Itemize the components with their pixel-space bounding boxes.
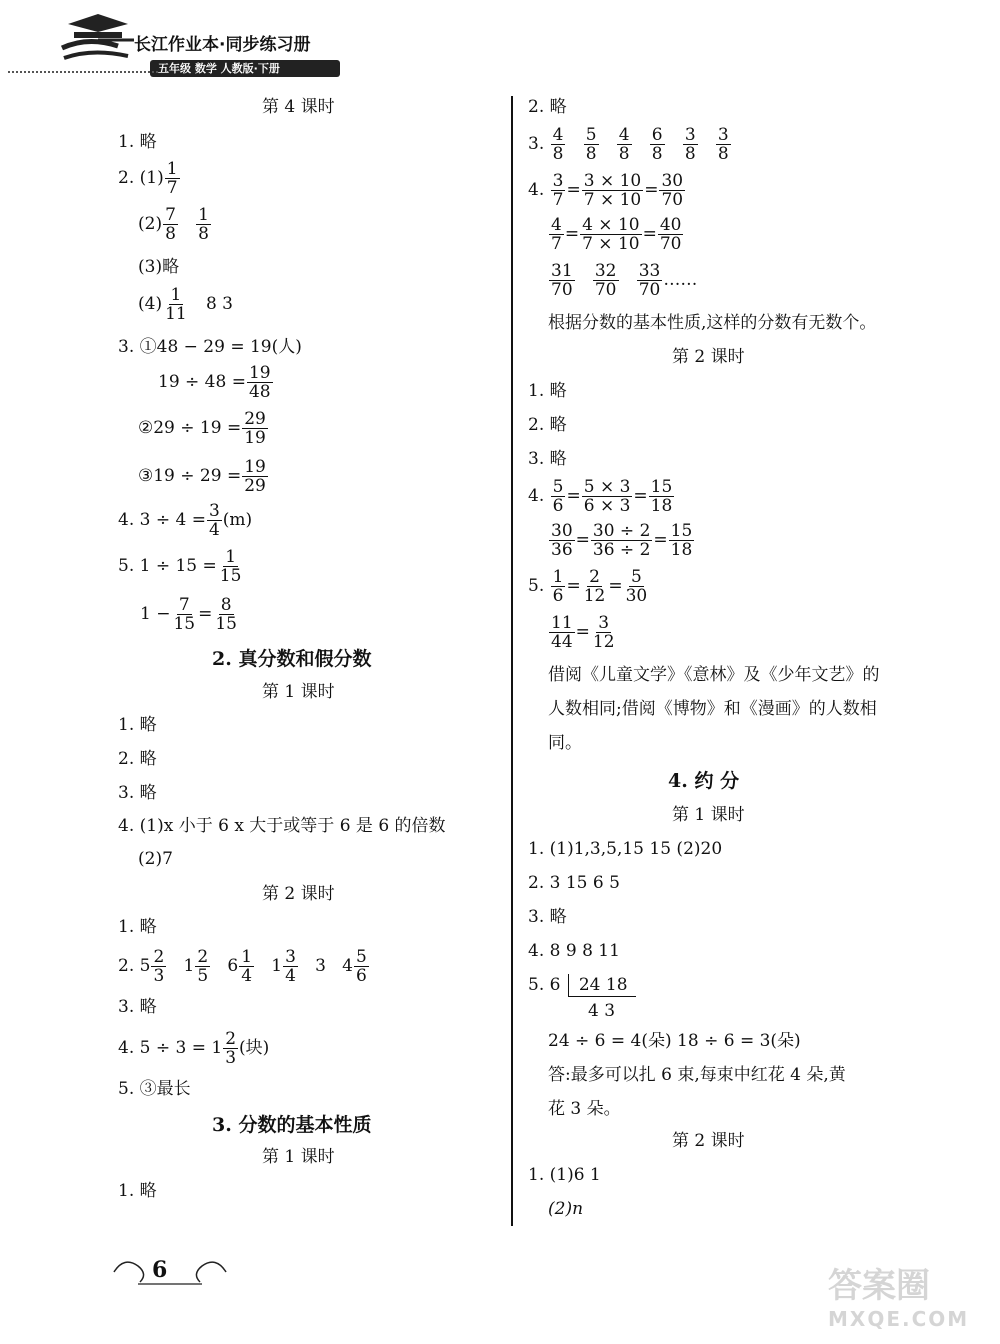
answer-line: 3. 略: [118, 783, 157, 803]
answer-line: (2)7: [138, 849, 173, 869]
answer-line: 4. 5 ÷ 3 = 1 $\frac{2}{3}$ (块): [118, 1029, 270, 1068]
fraction: $\frac{7}{8}$: [165, 205, 176, 244]
answer-line: 1. 略: [118, 132, 157, 152]
answer-line: 3. ①48 − 29 = 19(人): [118, 337, 302, 357]
answer-line: 5. 1 ÷ 15 = $\frac{1}{15}$: [118, 547, 242, 586]
fraction-list: [548, 261, 663, 300]
answer-line: 2. 略: [528, 415, 567, 435]
fraction: $\frac{3}{4}$: [208, 501, 220, 540]
answer-line: $\frac{31}{70}$ $\frac{32}{70}$ $\frac{33}{70}$ ……: [548, 262, 697, 299]
equation: $\frac{11}{44}$ = $\frac{3}{12}$: [551, 613, 615, 652]
fraction: $\frac{1}{11}$: [165, 285, 187, 324]
answer-line: 答:最多可以扎 6 束,每束中红花 4 朵,黄: [548, 1065, 846, 1085]
answer-line: (2)n: [548, 1199, 584, 1219]
answer-line: [548, 216, 684, 253]
fraction: $\frac{1}{8}$: [198, 205, 209, 244]
fraction: $\frac{4}{8}$: [618, 125, 630, 164]
fraction: $\frac{1}{15}$: [219, 547, 242, 586]
answer-line: (3)略: [138, 257, 180, 277]
fraction: $\frac{32}{70}$: [594, 261, 617, 300]
chapter-heading: 2. 真分数和假分数: [212, 648, 372, 670]
answer-line: 4. $\frac{3}{7}$ = $\frac{3 \times 10}{7 \times 10}$ = $\frac{30}{70}$: [528, 172, 686, 209]
answer-line: 1. (1)1,3,5,15 15 (2)20: [528, 839, 723, 859]
fraction: $\frac{5}{30}$: [625, 567, 648, 606]
fraction: $\frac{1}{6}$: [552, 567, 564, 606]
fraction: $\frac{1}{7}$: [166, 159, 178, 198]
answer-line: 4. 8 9 8 11: [528, 941, 620, 961]
answer-line: 4. $\frac{5}{6}$ = $\frac{5 \times 3}{6 \times 3}$ = $\frac{15}{18}$: [528, 478, 675, 515]
fraction: $\frac{30}{70}$: [661, 171, 684, 210]
answer-line: [548, 522, 695, 559]
fraction: $\frac{2}{12}$: [583, 567, 606, 606]
fraction: $\frac{4}{7}$: [551, 215, 562, 254]
fraction: $\frac{2}{5}$: [197, 947, 209, 986]
fraction: $\frac{5}{6}$: [356, 947, 367, 986]
header-dots: [8, 71, 158, 75]
column-divider: [511, 96, 513, 1226]
answer-line: 1. (1)6 1: [528, 1165, 601, 1185]
equation: $\frac{5}{6}$ = $\frac{5 \times 3}{6 \times 3}$ = $\frac{15}{18}$: [552, 477, 673, 516]
fraction: $\frac{19}{29}$: [244, 457, 266, 496]
fraction: $\frac{40}{70}$: [659, 215, 682, 254]
short-division: 5. 6 24 18: [528, 974, 636, 997]
equation: $\frac{1}{6}$ = $\frac{2}{12}$ = $\frac{5}{30}$: [552, 567, 648, 606]
fraction: $\frac{4 \times 10}{7 \times 10}$: [582, 215, 640, 254]
lesson-title: 第 2 课时: [672, 347, 745, 367]
answer-line: 4. 3 ÷ 4 = $\frac{3}{4}$ (m): [118, 501, 253, 540]
fraction: $\frac{3}{12}$: [592, 613, 615, 652]
fraction: $\frac{3}{7}$: [552, 171, 564, 210]
answer-line: (2) $\frac{7}{8}$ $\frac{1}{8}$: [138, 205, 209, 244]
answer-line: 同。: [548, 733, 582, 753]
answer-line: 2. 略: [528, 97, 567, 117]
fraction: $\frac{2}{3}$: [153, 947, 165, 986]
answer-line: 人数相同;借阅《博物》和《漫画》的人数相: [548, 699, 877, 719]
answer-line: 2. 5 $\frac{2}{3}$ 1 $\frac{2}{5}$ 6 $\frac{1}{4}$ 1 $\frac{3}{4}$ 3 4 $\frac{5}{6}$: [118, 948, 370, 985]
grade-band: 五年级 数学 人教版·下册: [150, 60, 340, 77]
answer-line: 5. $\frac{1}{6}$ = $\frac{2}{12}$ = $\frac{5}{30}$: [528, 568, 650, 605]
mixed-number-list: 5 $\frac{2}{3}$ 1 $\frac{2}{5}$ 6 $\frac{1}{4}$ 1 $\frac{3}{4}$ 3 4 $\frac{5}{6}$: [139, 947, 367, 986]
answer-line: 2. 3 15 6 5: [528, 873, 620, 893]
fraction: $\frac{5 \times 3}{6 \times 3}$: [583, 477, 631, 516]
fraction: $\frac{5}{6}$: [552, 477, 564, 516]
answer-line: 24 ÷ 6 = 4(朵) 18 ÷ 6 = 3(朵): [548, 1031, 801, 1051]
fraction: $\frac{30 \div 2}{36 \div 2}$: [592, 521, 651, 560]
fraction: $\frac{30}{36}$: [551, 521, 573, 560]
dividend-row: 24 18: [568, 974, 636, 997]
answer-line: (4) $\frac{1}{11}$ 8 3: [138, 285, 233, 324]
answer-line: 2. (1) $\frac{1}{7}$: [118, 159, 178, 198]
fraction: $\frac{4}{8}$: [552, 125, 564, 164]
answer-line: 2. 略: [118, 749, 157, 769]
equation: $\frac{3}{7}$ = $\frac{3 \times 10}{7 \times 10}$ = $\frac{30}{70}$: [552, 171, 684, 210]
fraction: $\frac{3}{8}$: [684, 125, 696, 164]
fraction: $\frac{6}{8}$: [651, 125, 663, 164]
fraction: $\frac{3}{4}$: [285, 947, 296, 986]
fraction: $\frac{5}{8}$: [585, 125, 597, 164]
answer-line: 3. $\frac{4}{8}$ $\frac{5}{8}$ $\frac{4}{8}$ $\frac{6}{8}$ $\frac{3}{8}$ $\frac{3}{8}$: [528, 126, 732, 163]
lesson-title: 第 1 课时: [262, 1147, 335, 1167]
fraction: $\frac{33}{70}$: [638, 261, 661, 300]
answer-line: [548, 614, 618, 651]
watermark: 答案圈 MXQE.COM: [828, 1266, 970, 1331]
page-ornament: [110, 1252, 230, 1296]
equation: $\frac{4}{7}$ = $\frac{4 \times 10}{7 \times 10}$ = $\frac{40}{70}$: [551, 215, 682, 254]
answer-line: 1. 略: [118, 917, 157, 937]
answer-line: 1. 略: [528, 381, 567, 401]
page-number: 6: [152, 1257, 168, 1283]
answer-line: ②29 ÷ 19 = $\frac{29}{19}$: [138, 409, 266, 448]
answer-line: 3. 略: [118, 997, 157, 1017]
lesson-title: 第 1 课时: [262, 682, 335, 702]
answer-line: 19 ÷ 48 = $\frac{19}{48}$: [158, 363, 271, 402]
answer-line: 1 − $\frac{7}{15}$ = $\frac{8}{15}$: [140, 595, 237, 634]
answer-line: 5. ③最长: [118, 1079, 191, 1099]
fraction: $\frac{29}{19}$: [244, 409, 266, 448]
chapter-heading: 3. 分数的基本性质: [212, 1114, 372, 1136]
fraction: $\frac{8}{15}$: [215, 595, 237, 634]
lesson-title: 第 2 课时: [262, 884, 335, 904]
answer-line: 4. (1)x 小于 6 x 大于或等于 6 是 6 的倍数: [118, 816, 446, 836]
answer-line: 借阅《儿童文学》《意林》及《少年文艺》的: [548, 665, 880, 685]
quotient-row: 4 3: [588, 1001, 616, 1021]
answer-line: 3. 略: [528, 449, 567, 469]
fraction: $\frac{31}{70}$: [551, 261, 573, 300]
answer-line: 1. 略: [118, 1181, 157, 1201]
answer-line: 花 3 朵。: [548, 1099, 621, 1119]
chapter-heading: 4. 约 分: [668, 770, 740, 792]
lesson-title: 第 2 课时: [672, 1131, 745, 1151]
lesson-title: 第 1 课时: [672, 805, 745, 825]
answer-line: 1. 略: [118, 715, 157, 735]
answer-line: 根据分数的基本性质,这样的分数有无数个。: [548, 313, 877, 333]
book-title: 长江作业本·同步练习册: [134, 35, 311, 55]
answer-line: ③19 ÷ 29 = $\frac{19}{29}$: [138, 457, 266, 496]
fraction: $\frac{19}{48}$: [248, 363, 271, 402]
fraction: $\frac{1}{4}$: [241, 947, 253, 986]
fraction: $\frac{2}{3}$: [225, 1029, 237, 1068]
fraction: $\frac{15}{18}$: [650, 477, 673, 516]
fraction: $\frac{15}{18}$: [670, 521, 693, 560]
fraction: $\frac{7}{15}$: [173, 595, 196, 634]
fraction: $\frac{11}{44}$: [551, 613, 573, 652]
fraction: $\frac{3 \times 10}{7 \times 10}$: [583, 171, 642, 210]
answer-line: 3. 略: [528, 907, 567, 927]
lesson-title: 第 4 课时: [262, 97, 335, 117]
fraction: $\frac{3}{8}$: [717, 125, 729, 164]
book-logo: [58, 10, 138, 68]
equation: $\frac{30}{36}$ = $\frac{30 \div 2}{36 \div 2}$ = $\frac{15}{18}$: [551, 521, 693, 560]
